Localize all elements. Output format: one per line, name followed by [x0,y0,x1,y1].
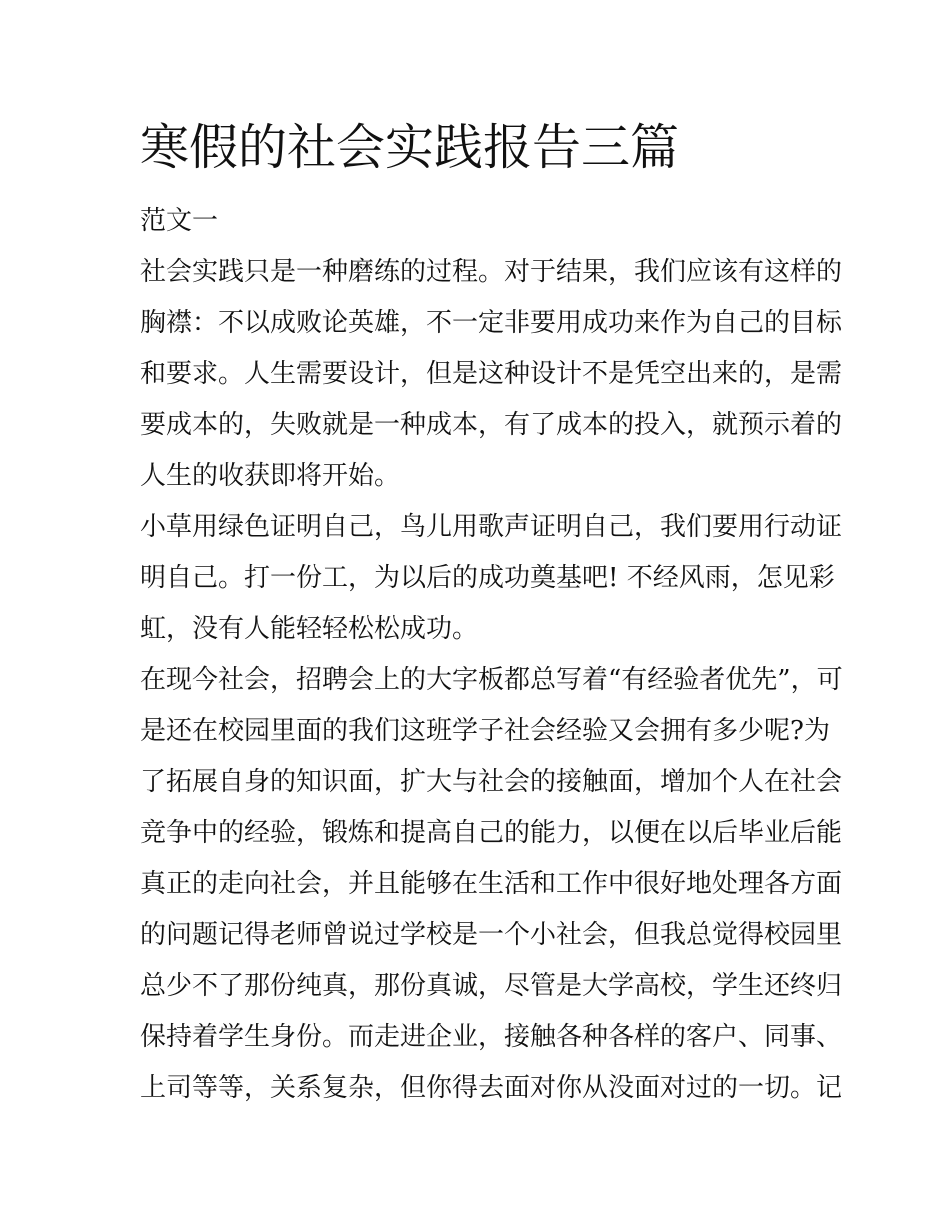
text-line: 要成本的，失败就是一种成本，有了成本的投入，就预示着的 [140,410,843,440]
section-heading: 范文一 [140,206,219,236]
text-line: 明自己。打一份工，为以后的成功奠基吧! 不经风雨，怎见彩 [140,563,835,593]
document-body [140,196,843,1114]
text-line: 虹，没有人能轻轻松松成功。 [140,614,479,644]
text-line: 竞争中的经验，锻炼和提高自己的能力，以便在以后毕业后能 [140,818,843,848]
text-line: 真正的走向社会，并且能够在生活和工作中很好地处理各方面 [140,869,843,899]
text-line: 是还在校园里面的我们这班学子社会经验又会拥有多少呢?为 [140,716,830,746]
text-line: 总少不了那份纯真，那份真诚，尽管是大学高校，学生还终归 [140,971,843,1001]
text-line: 的问题记得老师曾说过学校是一个小社会，但我总觉得校园里 [140,920,843,950]
document-title: 寒假的社会实践报告三篇 [140,119,680,176]
text-line: 了拓展自身的知识面，扩大与社会的接触面，增加个人在社会 [140,767,843,797]
text-line: 人生的收获即将开始。 [140,461,401,491]
text-line: 社会实践只是一种磨练的过程。对于结果，我们应该有这样的 [140,257,843,287]
text-line: 和要求。人生需要设计，但是这种设计不是凭空出来的，是需 [140,359,843,389]
text-line: 在现今社会，招聘会上的大字板都总写着“有经验者优先”，可 [140,665,843,695]
text-line: 胸襟：不以成败论英雄，不一定非要用成功来作为自己的目标 [140,308,843,338]
text-line: 保持着学生身份。而走进企业，接触各种各样的客户、同事、 [140,1022,843,1052]
text-line: 小草用绿色证明自己，鸟儿用歌声证明自己，我们要用行动证 [140,512,843,542]
text-line: 上司等等，关系复杂，但你得去面对你从没面对过的一切。记 [140,1073,843,1103]
